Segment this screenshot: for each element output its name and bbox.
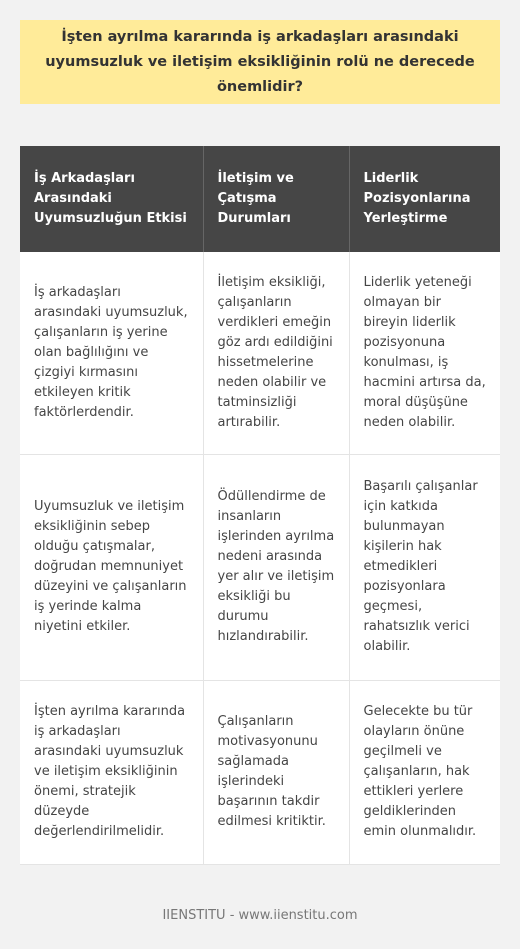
column-header: İletişim ve Çatışma Durumları [203, 146, 349, 252]
table-cell: İşten ayrılma kararında iş arkadaşları arasındaki uyumsuzluk ve iletişim eksikliğinin önemi, stratejik düzeyde değerlendirilmelidir. [20, 680, 203, 864]
column-header: İş Arkadaşları Arasındaki Uyumsuzluğun Etkisi [20, 146, 203, 252]
table-header-row [20, 146, 500, 252]
table-row [20, 252, 500, 454]
table-cell: Gelecekte bu tür olayların önüne geçilmeli ve çalışanların, hak ettikleri yerlere geldiklerinden emin olunmalıdır. [349, 680, 500, 864]
table-row [20, 454, 500, 680]
table-cell: Uyumsuzluk ve iletişim eksikliğinin sebep olduğu çatışmalar, doğrudan memnuniyet düzeyini ve çalışanların iş yerinde kalma niyetini etkiler. [20, 454, 203, 680]
table-cell: Çalışanların motivasyonunu sağlamada işlerindeki başarının takdir edilmesi kritiktir. [203, 680, 349, 864]
table-cell: İletişim eksikliği, çalışanların verdikleri emeğin göz ardı edildiğini hissetmelerine neden olabilir ve tatminsizliği artırabilir. [203, 252, 349, 454]
table-cell: Liderlik yeteneği olmayan bir bireyin liderlik pozisyonuna konulması, iş hacmini artırsa da, moral düşüşüne neden olabilir. [349, 252, 500, 454]
page-title: İşten ayrılma kararında iş arkadaşları arasındaki uyumsuzluk ve iletişim eksikliğinin rolü ne derecede önemlidir? [45, 28, 475, 95]
title-banner [20, 20, 500, 104]
table-cell: Ödüllendirme de insanların işlerinden ayrılma nedeni arasında yer alır ve iletişim eksikliği bu durumu hızlandırabilir. [203, 454, 349, 680]
table-cell: Başarılı çalışanlar için katkıda bulunmayan kişilerin hak etmedikleri pozisyonlara geçmesi, rahatsızlık verici olabilir. [349, 454, 500, 680]
table-cell: İş arkadaşları arasındaki uyumsuzluk, çalışanların iş yerine olan bağlılığını ve çizgiyi kırmasını etkileyen kritik faktörlerdendir. [20, 252, 203, 454]
column-header: Liderlik Pozisyonlarına Yerleştirme [349, 146, 500, 252]
table-row [20, 680, 500, 864]
footer-credit: IIENSTITU - www.iienstitu.com [162, 908, 358, 923]
comparison-table [20, 146, 500, 865]
